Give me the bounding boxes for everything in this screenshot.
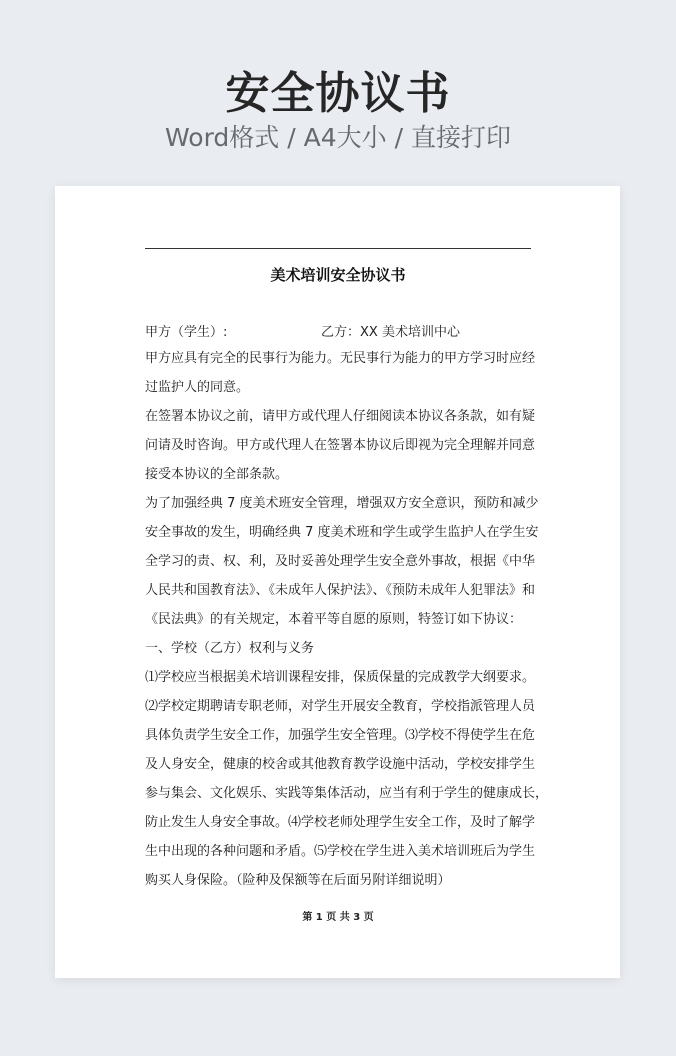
body-line: 防止发生人身安全事故。⑷学校老师处理学生安全工作，及时了解学 bbox=[145, 815, 536, 830]
section-heading: 一、学校（乙方）权利与义务 bbox=[145, 641, 315, 656]
body-line: ⑴学校应当根据美术培训课程安排，保质保量的完成教学大纲要求。 bbox=[145, 670, 536, 685]
body-line: 具体负责学生安全工作，加强学生安全管理。⑶学校不得使学生在危 bbox=[145, 728, 536, 743]
body-line: 人民共和国教育法》、《未成年人保护法》、《预防未成年人犯罪法》和 bbox=[145, 583, 536, 598]
parties-row bbox=[145, 322, 531, 344]
document-body bbox=[145, 344, 549, 895]
body-line: 生中出现的各种问题和矛盾。⑸学校在学生进入美术培训班后为学生 bbox=[145, 844, 536, 859]
body-line: 参与集会、文化娱乐、实践等集体活动，应当有利于学生的健康成长， bbox=[145, 786, 549, 801]
page-number: 第 1 页 共 3 页 bbox=[302, 912, 374, 923]
body-line: 过监护人的同意。 bbox=[145, 380, 250, 395]
body-line: 接受本协议的全部条款。 bbox=[145, 467, 289, 482]
body-line: 问请及时咨询。甲方或代理人在签署本协议后即视为完全理解并同意 bbox=[145, 438, 536, 453]
banner-subtitle: Word格式 / A4大小 / 直接打印 bbox=[165, 123, 511, 152]
party-a-label: 甲方（学生）: bbox=[145, 325, 228, 340]
body-line: ⑵学校定期聘请专职老师，对学生开展安全教育，学校指派管理人员 bbox=[145, 699, 536, 714]
body-line: 购买人身保险。（险种及保额等在后面另附详细说明） bbox=[145, 873, 451, 888]
banner-title: 安全协议书 bbox=[225, 68, 451, 119]
body-line: 甲方应具有完全的民事行为能力。无民事行为能力的甲方学习时应经 bbox=[145, 351, 536, 366]
body-line: 全学习的责、权、利，及时妥善处理学生安全意外事故，根据《中华 bbox=[145, 554, 536, 569]
header-rule bbox=[145, 248, 531, 249]
document-title: 美术培训安全协议书 bbox=[270, 266, 406, 284]
body-line: 为了加强经典 7 度美术班安全管理，增强双方安全意识，预防和减少 bbox=[145, 496, 539, 511]
body-line: 《民法典》的有关规定，本着平等自愿的原则，特签订如下协议： bbox=[145, 612, 523, 627]
body-line: 及人身安全，健康的校舍或其他教育教学设施中活动，学校安排学生 bbox=[145, 757, 536, 772]
body-line: 在签署本协议之前，请甲方或代理人仔细阅读本协议各条款，如有疑 bbox=[145, 409, 536, 424]
body-line: 安全事故的发生，明确经典 7 度美术班和学生或学生监护人在学生安 bbox=[145, 525, 539, 540]
document-page bbox=[55, 186, 620, 978]
party-b-label: 乙方：XX 美术培训中心 bbox=[321, 325, 460, 340]
